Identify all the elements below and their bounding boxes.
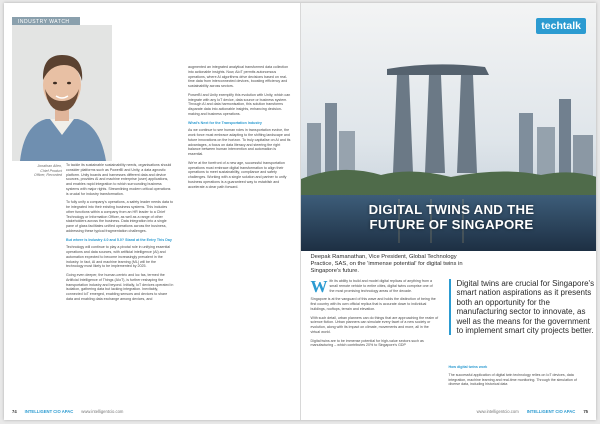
paragraph: As we continue to see human roles in transportation evolve, the work force must embrace adapting to the shifting landscape and future innovations on the horizon. To truly capitalise on AI and its advantages, a focus on data literacy and steering the right balance between human intervention and automation is essential.: [188, 128, 291, 156]
paragraph: The successful application of digital twin technology relies on IoT devices, data integration, machine learning and real-time monitoring. Through the simulation of diverse data, including historical data: [448, 372, 577, 387]
footer-url[interactable]: www.intelligentcio.com: [476, 409, 519, 414]
left-footer: [12, 409, 123, 414]
title-line-2: FUTURE OF SINGAPORE: [369, 216, 534, 232]
section-subhead: But where is Industry 4.0 and 5.0? Stand at the Entry This Day: [66, 237, 172, 242]
author-photo: [12, 25, 112, 161]
opening-paragraph: [310, 277, 439, 296]
left-column-2: [188, 65, 292, 193]
drop-cap: W: [310, 277, 328, 296]
section-tag: INDUSTRY WATCH: [12, 17, 80, 27]
paragraph: augmented an integrated analytical transformed data collection into actionable insights. Now, AIoT permits autonomous operations, where AI algorithms drive decisions based on real-time data from interconnected devices, boosting efficiency and sustainability across sectors.: [188, 65, 289, 88]
right-footer: [477, 409, 588, 414]
photo-caption: [32, 164, 62, 178]
caption-company: Officer, Recorded: [34, 173, 62, 178]
left-column-1: [66, 163, 174, 306]
logo-text-prefix: te: [541, 20, 551, 32]
paragraph: With such detail, urban planners can do things that are approaching the realm of science fiction. Urban planners can simulate every facet of a new society or evolution, along with its impact on climate, movements and more, all in the virtual world.: [310, 315, 439, 334]
paragraph: Technology will continue to play a pivotal role in unifying essential operations and data sources, with artificial intelligence (AI) and automation expected to become increasingly prevalent in the industry. In fact, AI and machine learning (ML) will be the technology most likely to be implemented by 2025.: [66, 245, 171, 269]
portrait-illustration: [12, 25, 112, 161]
right-column: [449, 363, 587, 387]
page-number: 74: [12, 409, 17, 414]
caption-name: Jonathan Allen,: [37, 164, 62, 168]
paragraph: We're at the forefront of a new age, successful transportation operations must embrace digital transformation to align their operations to meet sustainability, compliance and safety challenges. Working with a single solution and partner to unify business operations is a guaranteed way to establish and accelerate a clear path forward.: [188, 160, 287, 189]
section-subhead: What's Next for the Transportation Industry: [188, 120, 262, 125]
paragraph: Singapore is at the vanguard of this wave and holds the distinction of being the first country with its own official replica that is accurate down to individual buildings, rooftops, terrain and elevation.: [310, 297, 436, 311]
magazine-brand: INTELLIGENT CIO APAC: [526, 409, 576, 414]
paragraph: Digital twins are to be immense potential for high-value sectors such as manufacturing – which contributes 20% to Singapore's GDP: [310, 338, 424, 348]
opening-text: ith its ability to build and model digital replicas of anything from a small remote vehicle to entire cities, digital twins comprise one of the most promising technology areas of the decade.: [329, 279, 433, 293]
paragraph: PowerBI and Unity exemplify this evolution with Unity, which can integrate with any IoT device, data source or business system. Through AI and data harmonisation, this solution transforms disparate data into actionable insights, enhancing decision-making and business operations.: [188, 92, 291, 116]
right-page: [301, 3, 597, 420]
paragraph: To tackle its sustainable sustainability needs, organisations should consider platforms such as PowerBI and Unity, a data agnostic platform. Unity boards and harnesses different data and device sources, provides AI and machine enterprise (user) applications, and enables rapid integration to which surrounding business systems with major rights. Streamlining modern critical operations is crucial for industry transformation.: [66, 163, 172, 196]
article-body: [311, 279, 439, 352]
magazine-spread: [4, 3, 596, 420]
pull-quote: Digital twins are crucial for Singapore's smart nation aspirations as it presents both an opportunity for the manufacturing sector to innovate, as well as the means for the government to implement smart city projects better.: [449, 279, 595, 335]
magazine-brand: INTELLIGENT CIO APAC: [24, 409, 74, 414]
paragraph: Going even deeper, the human-centric and loc fas, termed the Artificial Intelligence of Things (AIoT), is further reshaping the transportation industry and beyond. Initially, IoT devices operated in isolation, gathering data but lacking integration. Inevitably, connected IoT emerged, enabling sensors and devices to share data and enabling data exchange among devices, and: [66, 273, 174, 301]
footer-url[interactable]: www.intelligentcio.com: [81, 409, 124, 414]
techtalk-logo: [536, 18, 586, 34]
title-line-1: DIGITAL TWINS AND THE: [368, 202, 535, 217]
section-subhead: How digital twins work: [448, 365, 488, 369]
logo-text-suffix: chtalk: [550, 20, 581, 32]
paragraph: To fully unify a company's operations, a safety leader needs data to be integrated into their existing business systems. This includes other functions within a company from an HR leader to a Chief Technology or Information Officer, as well as a range of other stakeholders across the business. Data integration into a single pane of glass facilitates unified operations across the business, addressing these typical fragmentation challenges.: [66, 200, 173, 233]
left-page: [4, 3, 301, 420]
caption-role: Chief Product: [40, 168, 62, 173]
article-title: [321, 203, 583, 232]
page-number: 75: [583, 409, 588, 414]
standfirst: Deepak Ramanathan, Vice President, Global Technology Practice, SAS, on the 'immense potential' for digital twins in Singapore's future.: [310, 254, 463, 274]
